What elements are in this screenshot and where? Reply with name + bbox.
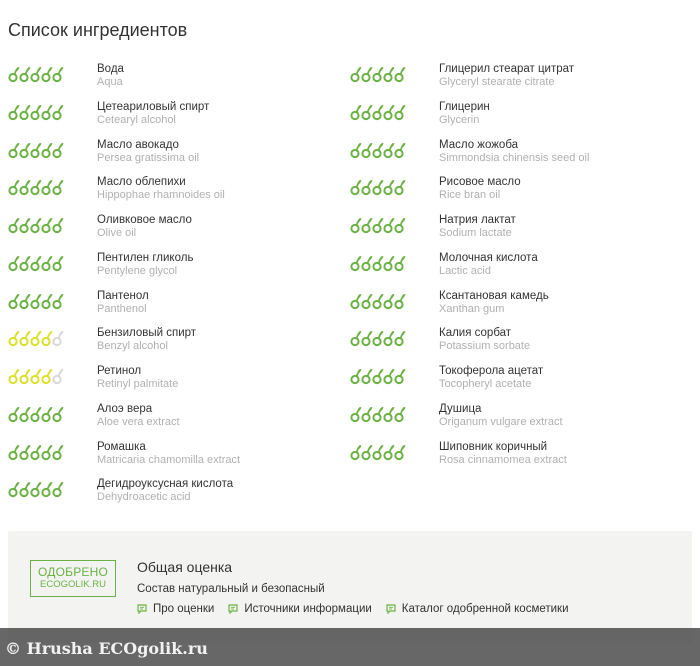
leaf-icon (362, 407, 372, 421)
leaf-icon (384, 407, 394, 421)
ingredient-name-latin: Matricaria chamomilla extract (97, 453, 241, 466)
leaf-icon (351, 407, 361, 421)
link-label: Каталог одобренной косметики (401, 603, 569, 615)
leaf-icon (373, 67, 383, 81)
leaf-icon (20, 331, 30, 345)
leaf-icon (362, 294, 372, 308)
comment-icon (386, 604, 396, 614)
summary-title: Общая оценка (137, 559, 233, 575)
ingredient-text (439, 440, 567, 467)
ingredient-text (439, 100, 490, 127)
leaf-icon (384, 143, 394, 157)
ingredient-item[interactable] (350, 62, 680, 100)
leaf-icon (373, 331, 383, 345)
rating-leaves (8, 442, 64, 462)
leaf-icon (9, 180, 19, 194)
ingredient-name-ru: Ксантановая камедь (439, 289, 549, 302)
leaf-icon (31, 294, 41, 308)
link-label: Про оценки (153, 603, 215, 615)
leaf-icon (53, 445, 63, 459)
leaf-icon (9, 445, 19, 459)
leaf-icon (53, 180, 63, 194)
leaf-icon (9, 67, 19, 81)
leaf-icon (351, 143, 361, 157)
rating-leaves (350, 177, 406, 197)
leaf-icon (42, 256, 52, 270)
leaf-icon (42, 407, 52, 421)
ingredient-name-latin: Aloe vera extract (97, 415, 180, 428)
leaf-icon (395, 331, 405, 345)
ingredient-text (439, 402, 563, 429)
ingredient-item[interactable] (350, 138, 680, 176)
ingredient-name-ru: Пентилен гликоль (97, 251, 194, 264)
leaf-icon (395, 105, 405, 119)
rating-leaves (8, 328, 64, 348)
ingredient-name-latin: Origanum vulgare extract (439, 415, 563, 428)
leaf-icon (31, 180, 41, 194)
summary-description: Состав натуральный и безопасный (137, 583, 325, 595)
ingredient-text (97, 62, 124, 89)
leaf-icon (351, 331, 361, 345)
leaf-icon (31, 369, 41, 383)
ingredient-item[interactable] (350, 100, 680, 138)
leaf-icon (53, 143, 63, 157)
ingredient-name-ru: Вода (97, 63, 124, 75)
ingredient-text (439, 289, 549, 316)
leaf-icon (384, 369, 394, 383)
rating-leaves (350, 366, 406, 386)
ingredient-name-latin: Olive oil (97, 227, 137, 239)
leaf-icon (373, 180, 383, 194)
ingredient-name-latin: Cetearyl alcohol (97, 113, 176, 126)
ingredient-text (97, 213, 192, 240)
leaf-icon (384, 218, 394, 232)
leaf-icon (53, 482, 63, 496)
link-sources[interactable] (228, 603, 371, 615)
ingredient-name-ru: Ромашка (97, 440, 146, 453)
ingredient-name-latin: Rice bran oil (439, 189, 501, 202)
ingredient-item[interactable] (8, 62, 338, 100)
ingredient-name-ru: Глицерин (439, 100, 490, 113)
rating-leaves (8, 291, 64, 311)
ingredient-item[interactable] (8, 477, 338, 515)
ingredient-item[interactable] (8, 100, 338, 138)
leaf-icon (351, 256, 361, 270)
ingredient-item[interactable] (350, 440, 680, 478)
ingredient-name-ru: Душица (439, 402, 482, 415)
rating-leaves (8, 404, 64, 424)
ingredient-name-ru: Молочная кислота (439, 251, 538, 264)
ingredient-text (97, 251, 193, 278)
ingredient-text (439, 364, 543, 391)
ingredient-item[interactable] (350, 402, 680, 440)
leaf-icon (31, 407, 41, 421)
leaf-icon (395, 67, 405, 81)
ingredient-item[interactable] (350, 326, 680, 364)
leaf-icon (395, 407, 405, 421)
ingredient-name-latin: Tocopheryl acetate (439, 378, 532, 390)
leaf-icon (373, 407, 383, 421)
leaf-icon (42, 105, 52, 119)
summary-panel (8, 531, 692, 643)
leaf-icon (395, 256, 405, 270)
leaf-icon (351, 445, 361, 459)
rating-leaves (350, 291, 406, 311)
leaf-icon (20, 143, 30, 157)
leaf-icon (351, 294, 361, 308)
leaf-icon (42, 482, 52, 496)
link-about-ratings[interactable] (137, 603, 214, 615)
leaf-icon (20, 256, 30, 270)
leaf-icon (384, 67, 394, 81)
ingredient-name-latin: Panthenol (97, 302, 147, 315)
leaf-icon (42, 67, 52, 81)
leaf-icon (384, 256, 394, 270)
ingredient-text (97, 326, 196, 353)
rating-leaves (350, 64, 406, 84)
ingredient-item[interactable] (8, 175, 338, 213)
leaf-icon (31, 143, 41, 157)
page-title: Список ингредиентов (8, 20, 188, 40)
comment-icon (228, 604, 238, 614)
leaf-icon (9, 218, 19, 232)
ingredient-name-ru: Пантенол (97, 289, 149, 302)
ingredient-name-latin: Pentylene glycol (97, 264, 178, 277)
leaf-icon (395, 143, 405, 157)
ingredient-item[interactable] (8, 213, 338, 251)
leaf-icon (373, 143, 383, 157)
ingredient-item[interactable] (8, 326, 338, 364)
leaf-icon (351, 67, 361, 81)
ingredient-name-ru: Глицерил стеарат цитрат (439, 63, 575, 75)
leaf-icon (395, 369, 405, 383)
ingredient-name-latin: Potassium sorbate (439, 340, 531, 353)
leaf-icon (362, 67, 372, 81)
link-label: Источники информации (244, 603, 372, 615)
ingredient-name-latin: Aqua (97, 76, 123, 88)
leaf-icon (9, 331, 19, 345)
ingredient-item[interactable] (8, 402, 338, 440)
leaf-icon (395, 218, 405, 232)
ingredient-item[interactable] (350, 364, 680, 402)
leaf-icon (31, 67, 41, 81)
leaf-icon (53, 256, 63, 270)
ingredient-name-ru: Масло жожоба (439, 138, 519, 151)
ingredient-text (439, 251, 538, 278)
leaf-icon (362, 180, 372, 194)
rating-leaves (8, 102, 64, 122)
ingredient-name-latin: Simmondsia chinensis seed oil (439, 151, 590, 164)
leaf-icon (384, 331, 394, 345)
leaf-icon (351, 369, 361, 383)
rating-leaves (8, 253, 64, 273)
rating-leaves (350, 140, 406, 160)
link-catalog[interactable] (386, 603, 569, 615)
leaf-icon (53, 294, 63, 308)
rating-leaves (8, 215, 64, 235)
stamp-top-text: ОДОБРЕНО (37, 565, 108, 579)
leaf-icon (20, 294, 30, 308)
rating-leaves (350, 404, 406, 424)
ingredient-name-ru: Натрия лактат (439, 214, 516, 226)
ingredient-name-ru: Масло авокадо (97, 138, 179, 151)
ingredient-text (97, 138, 199, 165)
leaf-icon (362, 331, 372, 345)
leaf-empty-icon (53, 331, 63, 345)
ingredient-name-latin: Sodium lactate (439, 227, 512, 239)
rating-leaves (350, 253, 406, 273)
ingredient-item[interactable] (8, 138, 338, 176)
ingredient-name-ru: Оливковое масло (97, 214, 192, 226)
leaf-icon (395, 180, 405, 194)
leaf-icon (362, 445, 372, 459)
leaf-icon (53, 218, 63, 232)
ingredient-item[interactable] (8, 251, 338, 289)
ingredient-item[interactable] (350, 289, 680, 327)
leaf-icon (9, 407, 19, 421)
rating-leaves (8, 140, 64, 160)
leaf-icon (20, 407, 30, 421)
leaf-icon (384, 294, 394, 308)
rating-leaves (350, 102, 406, 122)
leaf-icon (53, 105, 63, 119)
leaf-icon (20, 482, 30, 496)
leaf-icon (351, 218, 361, 232)
leaf-icon (31, 482, 41, 496)
leaf-icon (42, 180, 52, 194)
leaf-icon (373, 369, 383, 383)
leaf-icon (9, 369, 19, 383)
leaf-icon (53, 67, 63, 81)
leaf-icon (384, 445, 394, 459)
rating-leaves (8, 366, 64, 386)
rating-leaves (350, 215, 406, 235)
leaf-icon (20, 67, 30, 81)
ingredient-name-ru: Цетеариловый спирт (97, 100, 210, 113)
leaf-icon (20, 105, 30, 119)
leaf-icon (384, 105, 394, 119)
ingredient-item[interactable] (8, 364, 338, 402)
ingredient-text (439, 213, 516, 240)
ingredient-text (439, 138, 589, 165)
ingredient-list (8, 62, 700, 522)
leaf-icon (42, 369, 52, 383)
leaf-icon (362, 143, 372, 157)
approved-stamp (30, 560, 116, 597)
stamp-bottom-text: ECOGOLIK.RU (40, 579, 106, 590)
rating-leaves (350, 328, 406, 348)
comment-icon (137, 604, 147, 614)
ingredient-text (97, 477, 233, 504)
ingredient-item[interactable] (8, 440, 338, 478)
leaf-icon (42, 294, 52, 308)
rating-leaves (8, 177, 64, 197)
ingredient-name-ru: Калия сорбат (439, 327, 512, 340)
leaf-icon (9, 482, 19, 496)
leaf-icon (42, 143, 52, 157)
leaf-icon (53, 407, 63, 421)
leaf-icon (373, 294, 383, 308)
ingredient-name-ru: Шиповник коричный (439, 440, 548, 453)
leaf-icon (395, 445, 405, 459)
ingredient-text (97, 402, 180, 429)
leaf-icon (31, 445, 41, 459)
ingredient-item[interactable] (350, 175, 680, 213)
leaf-icon (20, 218, 30, 232)
ingredient-name-latin: Lactic acid (439, 264, 491, 277)
leaf-icon (351, 180, 361, 194)
ingredient-name-ru: Масло облепихи (97, 176, 186, 189)
leaf-icon (20, 369, 30, 383)
leaf-icon (362, 369, 372, 383)
ingredient-item[interactable] (8, 289, 338, 327)
ingredient-item[interactable] (350, 213, 680, 251)
leaf-icon (31, 331, 41, 345)
ingredient-text (97, 175, 225, 202)
ingredient-name-latin: Xanthan gum (439, 302, 505, 315)
ingredient-name-latin: Persea gratissima oil (97, 151, 200, 164)
leaf-icon (373, 105, 383, 119)
leaf-icon (9, 143, 19, 157)
ingredient-text (439, 326, 530, 353)
rating-leaves (8, 479, 64, 499)
leaf-icon (362, 105, 372, 119)
rating-leaves (350, 442, 406, 462)
ingredient-name-latin: Glyceryl stearate citrate (439, 76, 555, 88)
summary-links (137, 603, 569, 615)
leaf-icon (20, 180, 30, 194)
ingredient-name-latin: Glycerin (439, 113, 480, 126)
ingredient-text (97, 100, 209, 127)
leaf-icon (351, 105, 361, 119)
leaf-icon (373, 445, 383, 459)
ingredient-item[interactable] (350, 251, 680, 289)
rating-leaves (8, 64, 64, 84)
ingredient-text (439, 62, 574, 89)
leaf-icon (31, 256, 41, 270)
ingredient-text (97, 440, 240, 467)
leaf-empty-icon (53, 369, 63, 383)
ingredient-name-latin: Retinyl palmitate (97, 378, 179, 390)
leaf-icon (9, 105, 19, 119)
ingredient-text (439, 175, 521, 202)
leaf-icon (373, 218, 383, 232)
leaf-icon (31, 105, 41, 119)
ingredient-text (97, 289, 149, 316)
watermark-bar (0, 628, 700, 666)
ingredient-text (97, 364, 178, 391)
ingredient-name-ru: Ретинол (97, 365, 142, 377)
leaf-icon (384, 180, 394, 194)
leaf-icon (362, 256, 372, 270)
ingredient-name-latin: Benzyl alcohol (97, 340, 168, 353)
leaf-icon (373, 256, 383, 270)
ingredient-name-ru: Токоферола ацетат (439, 365, 544, 377)
ingredient-name-latin: Dehydroacetic acid (97, 491, 191, 504)
ingredient-name-ru: Дегидроуксусная кислота (97, 478, 234, 491)
leaf-icon (395, 294, 405, 308)
leaf-icon (20, 445, 30, 459)
leaf-icon (42, 445, 52, 459)
ingredient-name-ru: Бензиловый спирт (97, 327, 197, 340)
watermark-text: © Hrusha ECOgolik.ru (5, 639, 208, 658)
leaf-icon (31, 218, 41, 232)
leaf-icon (42, 218, 52, 232)
leaf-icon (362, 218, 372, 232)
leaf-icon (42, 331, 52, 345)
ingredient-name-latin: Hippophae rhamnoides oil (97, 189, 225, 202)
ingredient-name-ru: Алоэ вера (97, 402, 153, 415)
ingredient-name-latin: Rosa cinnamomea extract (439, 453, 567, 466)
leaf-icon (9, 256, 19, 270)
ingredient-name-ru: Рисовое масло (439, 176, 521, 189)
leaf-icon (9, 294, 19, 308)
